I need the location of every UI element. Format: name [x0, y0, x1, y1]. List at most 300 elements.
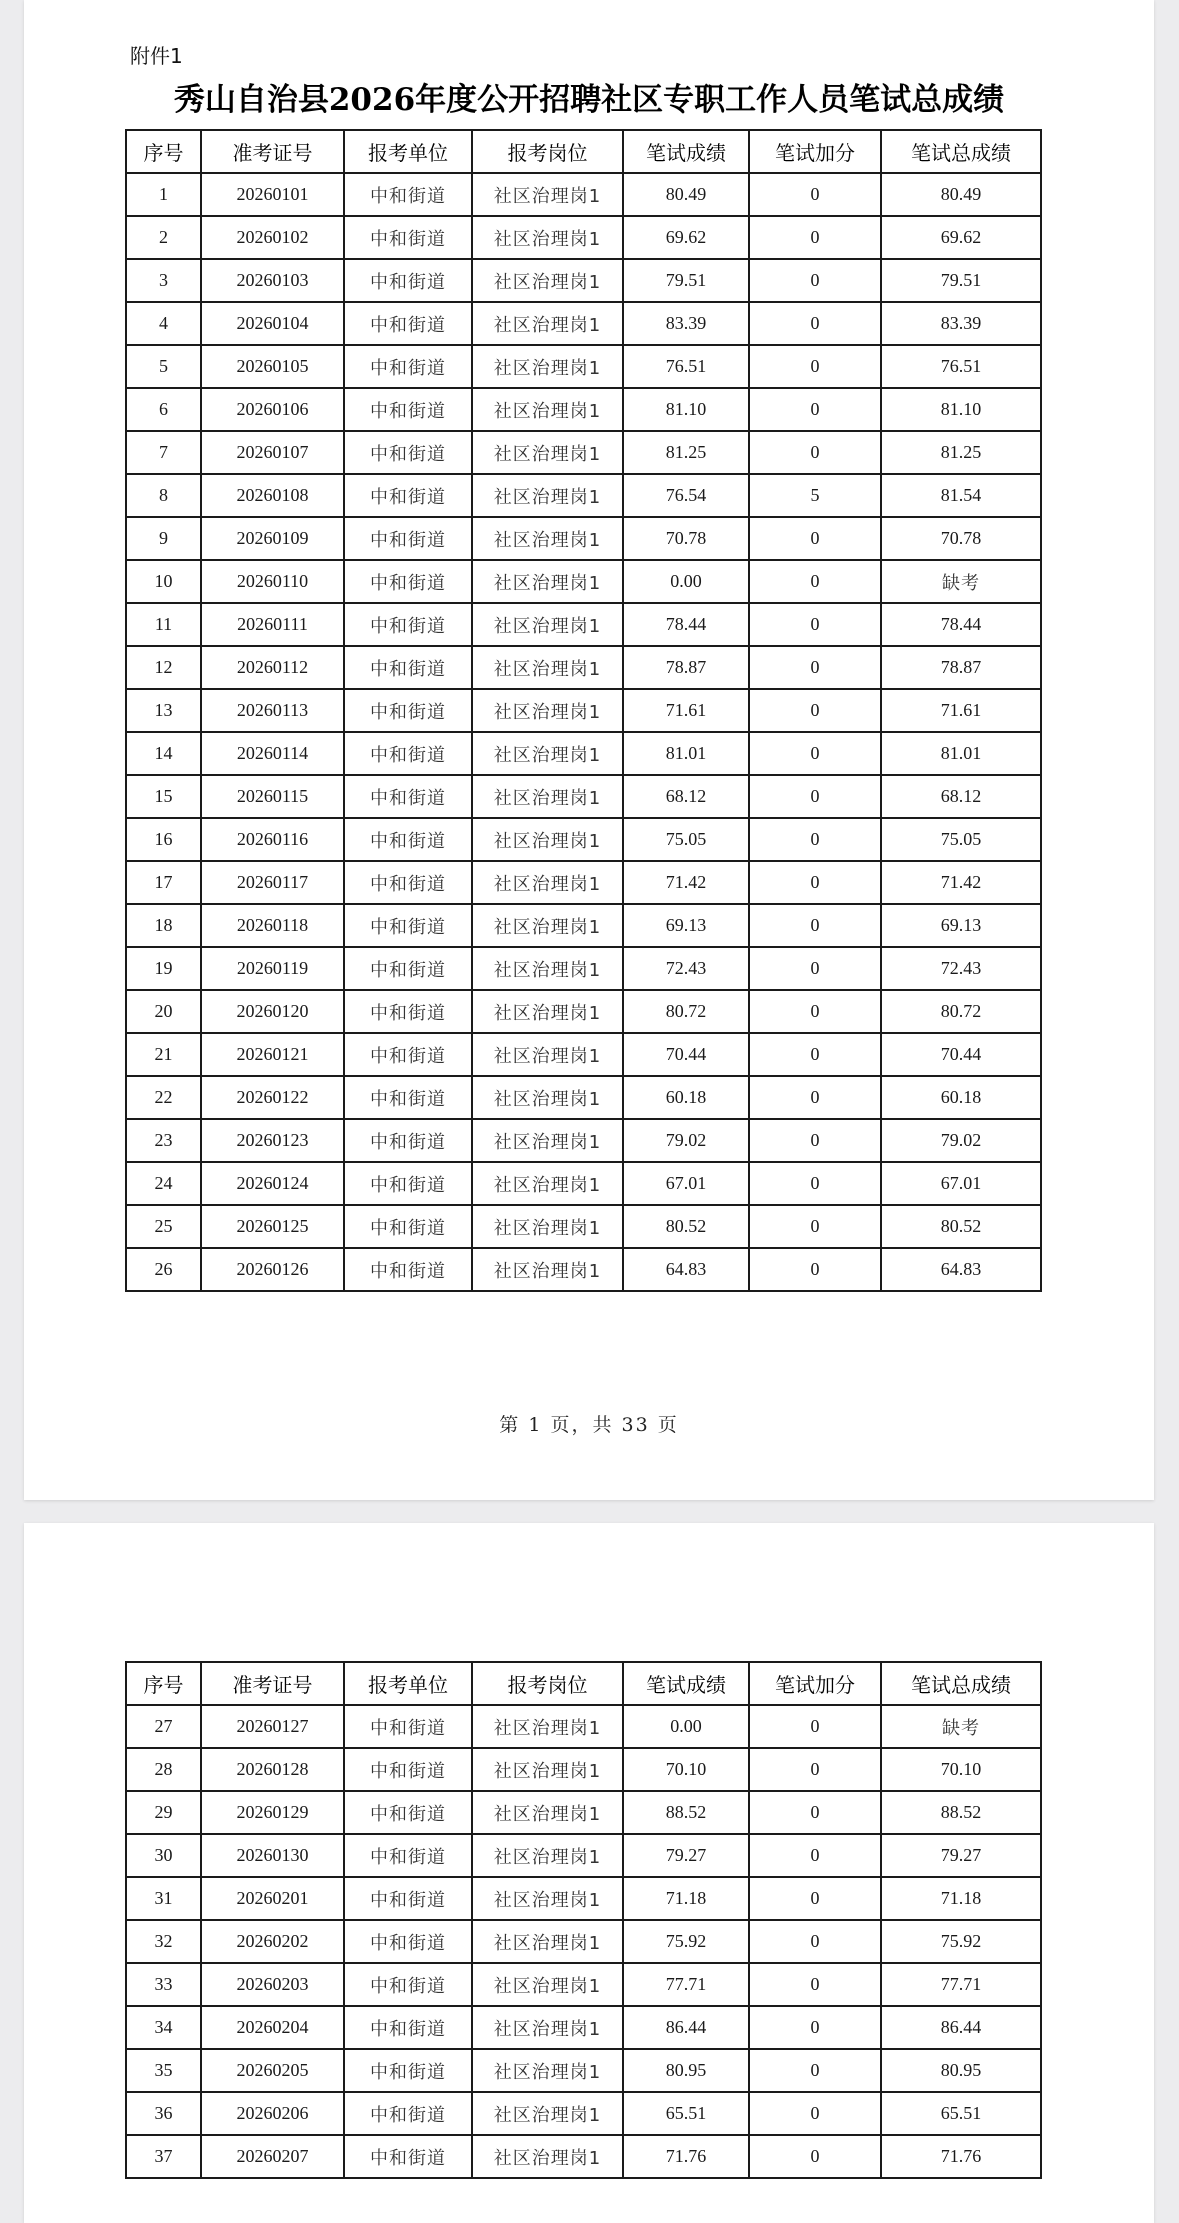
- cell-total-score: 68.12: [881, 775, 1041, 818]
- cell-position: 社区治理岗1: [472, 173, 623, 216]
- cell-seq: 30: [126, 1834, 201, 1877]
- cell-bonus: 0: [749, 1076, 881, 1119]
- cell-total-score: 75.05: [881, 818, 1041, 861]
- cell-written-score: 75.05: [623, 818, 749, 861]
- cell-bonus: 0: [749, 904, 881, 947]
- cell-exam-id: 20260104: [201, 302, 344, 345]
- cell-total-score: 71.61: [881, 689, 1041, 732]
- cell-exam-id: 20260119: [201, 947, 344, 990]
- cell-total-score: 64.83: [881, 1248, 1041, 1291]
- cell-position: 社区治理岗1: [472, 1248, 623, 1291]
- cell-position: 社区治理岗1: [472, 1076, 623, 1119]
- cell-seq: 11: [126, 603, 201, 646]
- cell-position: 社区治理岗1: [472, 388, 623, 431]
- cell-total-score: 79.27: [881, 1834, 1041, 1877]
- cell-seq: 22: [126, 1076, 201, 1119]
- header-cell: 序号: [126, 1662, 201, 1705]
- cell-written-score: 75.92: [623, 1920, 749, 1963]
- cell-written-score: 80.49: [623, 173, 749, 216]
- cell-unit: 中和街道: [344, 990, 472, 1033]
- header-cell: 报考岗位: [472, 130, 623, 173]
- cell-bonus: 0: [749, 1791, 881, 1834]
- cell-bonus: 0: [749, 2135, 881, 2178]
- cell-bonus: 0: [749, 1748, 881, 1791]
- table-body: [126, 173, 1041, 1291]
- cell-bonus: 0: [749, 2006, 881, 2049]
- cell-exam-id: 20260116: [201, 818, 344, 861]
- table-row: [126, 2135, 1041, 2178]
- cell-seq: 10: [126, 560, 201, 603]
- cell-exam-id: 20260108: [201, 474, 344, 517]
- table-row: [126, 173, 1041, 216]
- cell-bonus: 0: [749, 560, 881, 603]
- table-row: [126, 646, 1041, 689]
- cell-total-score: 80.72: [881, 990, 1041, 1033]
- cell-total-score: 69.13: [881, 904, 1041, 947]
- cell-exam-id: 20260106: [201, 388, 344, 431]
- cell-seq: 34: [126, 2006, 201, 2049]
- table-row: [126, 1076, 1041, 1119]
- cell-position: 社区治理岗1: [472, 1162, 623, 1205]
- table-row: [126, 517, 1041, 560]
- cell-unit: 中和街道: [344, 1162, 472, 1205]
- cell-unit: 中和街道: [344, 1963, 472, 2006]
- cell-position: 社区治理岗1: [472, 302, 623, 345]
- cell-position: 社区治理岗1: [472, 259, 623, 302]
- cell-bonus: 0: [749, 1119, 881, 1162]
- cell-total-score: 78.44: [881, 603, 1041, 646]
- cell-unit: 中和街道: [344, 1920, 472, 1963]
- cell-exam-id: 20260113: [201, 689, 344, 732]
- cell-written-score: 70.44: [623, 1033, 749, 1076]
- header-cell: 笔试成绩: [623, 130, 749, 173]
- cell-exam-id: 20260121: [201, 1033, 344, 1076]
- cell-position: 社区治理岗1: [472, 1963, 623, 2006]
- cell-written-score: 70.78: [623, 517, 749, 560]
- cell-unit: 中和街道: [344, 818, 472, 861]
- cell-seq: 7: [126, 431, 201, 474]
- cell-written-score: 79.51: [623, 259, 749, 302]
- cell-unit: 中和街道: [344, 1791, 472, 1834]
- table-row: [126, 1248, 1041, 1291]
- table-row: [126, 990, 1041, 1033]
- cell-position: 社区治理岗1: [472, 431, 623, 474]
- cell-total-score: 缺考: [881, 1705, 1041, 1748]
- cell-bonus: 0: [749, 2092, 881, 2135]
- cell-unit: 中和街道: [344, 431, 472, 474]
- cell-unit: 中和街道: [344, 861, 472, 904]
- cell-seq: 20: [126, 990, 201, 1033]
- cell-bonus: 0: [749, 302, 881, 345]
- cell-unit: 中和街道: [344, 302, 472, 345]
- cell-total-score: 81.10: [881, 388, 1041, 431]
- cell-seq: 6: [126, 388, 201, 431]
- cell-unit: 中和街道: [344, 517, 472, 560]
- cell-unit: 中和街道: [344, 2092, 472, 2135]
- cell-total-score: 72.43: [881, 947, 1041, 990]
- document-page-2: [24, 1523, 1154, 2223]
- cell-total-score: 79.02: [881, 1119, 1041, 1162]
- document-title: 秀山自治县2026年度公开招聘社区专职工作人员笔试总成绩: [173, 82, 1005, 118]
- cell-written-score: 71.18: [623, 1877, 749, 1920]
- cell-seq: 17: [126, 861, 201, 904]
- cell-seq: 8: [126, 474, 201, 517]
- cell-position: 社区治理岗1: [472, 646, 623, 689]
- cell-total-score: 78.87: [881, 646, 1041, 689]
- cell-seq: 31: [126, 1877, 201, 1920]
- cell-written-score: 83.39: [623, 302, 749, 345]
- cell-unit: 中和街道: [344, 2049, 472, 2092]
- cell-written-score: 0.00: [623, 560, 749, 603]
- header-cell: 报考岗位: [472, 1662, 623, 1705]
- cell-position: 社区治理岗1: [472, 2092, 623, 2135]
- cell-seq: 21: [126, 1033, 201, 1076]
- cell-seq: 1: [126, 173, 201, 216]
- cell-exam-id: 20260110: [201, 560, 344, 603]
- cell-total-score: 70.44: [881, 1033, 1041, 1076]
- cell-written-score: 79.02: [623, 1119, 749, 1162]
- table-row: [126, 861, 1041, 904]
- cell-written-score: 79.27: [623, 1834, 749, 1877]
- table-body: [126, 1705, 1041, 2178]
- cell-position: 社区治理岗1: [472, 775, 623, 818]
- cell-unit: 中和街道: [344, 775, 472, 818]
- scores-table-page-1: [125, 129, 1042, 1292]
- table-row: [126, 431, 1041, 474]
- table-row: [126, 1119, 1041, 1162]
- cell-total-score: 71.76: [881, 2135, 1041, 2178]
- cell-exam-id: 20260107: [201, 431, 344, 474]
- table-row: [126, 302, 1041, 345]
- cell-exam-id: 20260207: [201, 2135, 344, 2178]
- cell-total-score: 65.51: [881, 2092, 1041, 2135]
- cell-bonus: 0: [749, 2049, 881, 2092]
- cell-bonus: 0: [749, 1705, 881, 1748]
- table-row: [126, 1963, 1041, 2006]
- cell-written-score: 70.10: [623, 1748, 749, 1791]
- table-row: [126, 388, 1041, 431]
- cell-seq: 24: [126, 1162, 201, 1205]
- table-row: [126, 560, 1041, 603]
- cell-exam-id: 20260204: [201, 2006, 344, 2049]
- cell-exam-id: 20260206: [201, 2092, 344, 2135]
- cell-written-score: 76.51: [623, 345, 749, 388]
- cell-bonus: 0: [749, 818, 881, 861]
- header-cell: 笔试加分: [749, 130, 881, 173]
- cell-total-score: 80.49: [881, 173, 1041, 216]
- cell-total-score: 71.18: [881, 1877, 1041, 1920]
- cell-total-score: 83.39: [881, 302, 1041, 345]
- table-row: [126, 1033, 1041, 1076]
- cell-exam-id: 20260109: [201, 517, 344, 560]
- cell-exam-id: 20260126: [201, 1248, 344, 1291]
- cell-total-score: 76.51: [881, 345, 1041, 388]
- table-row: [126, 1877, 1041, 1920]
- cell-total-score: 81.01: [881, 732, 1041, 775]
- table-row: [126, 259, 1041, 302]
- cell-seq: 25: [126, 1205, 201, 1248]
- cell-unit: 中和街道: [344, 1877, 472, 1920]
- cell-unit: 中和街道: [344, 1119, 472, 1162]
- cell-bonus: 0: [749, 732, 881, 775]
- cell-bonus: 0: [749, 1205, 881, 1248]
- cell-exam-id: 20260201: [201, 1877, 344, 1920]
- cell-position: 社区治理岗1: [472, 603, 623, 646]
- table-row: [126, 474, 1041, 517]
- cell-total-score: 80.52: [881, 1205, 1041, 1248]
- cell-written-score: 86.44: [623, 2006, 749, 2049]
- cell-written-score: 64.83: [623, 1248, 749, 1291]
- cell-written-score: 65.51: [623, 2092, 749, 2135]
- cell-seq: 33: [126, 1963, 201, 2006]
- table-row: [126, 1748, 1041, 1791]
- cell-exam-id: 20260120: [201, 990, 344, 1033]
- header-cell: 笔试总成绩: [881, 1662, 1041, 1705]
- cell-written-score: 60.18: [623, 1076, 749, 1119]
- cell-unit: 中和街道: [344, 689, 472, 732]
- cell-position: 社区治理岗1: [472, 732, 623, 775]
- table-row: [126, 1920, 1041, 1963]
- cell-position: 社区治理岗1: [472, 1834, 623, 1877]
- table-row: [126, 2049, 1041, 2092]
- table-row: [126, 2092, 1041, 2135]
- cell-seq: 19: [126, 947, 201, 990]
- cell-seq: 28: [126, 1748, 201, 1791]
- cell-written-score: 68.12: [623, 775, 749, 818]
- cell-position: 社区治理岗1: [472, 345, 623, 388]
- cell-bonus: 0: [749, 1248, 881, 1291]
- cell-seq: 13: [126, 689, 201, 732]
- cell-unit: 中和街道: [344, 1033, 472, 1076]
- cell-exam-id: 20260122: [201, 1076, 344, 1119]
- cell-total-score: 88.52: [881, 1791, 1041, 1834]
- cell-written-score: 81.25: [623, 431, 749, 474]
- cell-written-score: 78.87: [623, 646, 749, 689]
- cell-position: 社区治理岗1: [472, 1033, 623, 1076]
- header-cell: 序号: [126, 130, 201, 173]
- scores-table-page-2: [125, 1661, 1042, 2179]
- cell-exam-id: 20260205: [201, 2049, 344, 2092]
- cell-bonus: 0: [749, 1834, 881, 1877]
- cell-seq: 16: [126, 818, 201, 861]
- cell-position: 社区治理岗1: [472, 560, 623, 603]
- attachment-label: 附件1: [130, 44, 183, 68]
- cell-written-score: 80.52: [623, 1205, 749, 1248]
- cell-exam-id: 20260103: [201, 259, 344, 302]
- cell-unit: 中和街道: [344, 603, 472, 646]
- cell-unit: 中和街道: [344, 560, 472, 603]
- cell-unit: 中和街道: [344, 646, 472, 689]
- cell-written-score: 76.54: [623, 474, 749, 517]
- cell-seq: 15: [126, 775, 201, 818]
- table-row: [126, 345, 1041, 388]
- cell-seq: 2: [126, 216, 201, 259]
- header-cell: 准考证号: [201, 1662, 344, 1705]
- cell-seq: 9: [126, 517, 201, 560]
- cell-written-score: 81.10: [623, 388, 749, 431]
- cell-written-score: 72.43: [623, 947, 749, 990]
- cell-exam-id: 20260129: [201, 1791, 344, 1834]
- cell-position: 社区治理岗1: [472, 990, 623, 1033]
- cell-bonus: 0: [749, 603, 881, 646]
- cell-bonus: 0: [749, 216, 881, 259]
- cell-position: 社区治理岗1: [472, 2049, 623, 2092]
- cell-total-score: 86.44: [881, 2006, 1041, 2049]
- cell-unit: 中和街道: [344, 1705, 472, 1748]
- cell-bonus: 0: [749, 861, 881, 904]
- cell-bonus: 0: [749, 990, 881, 1033]
- table-row: [126, 818, 1041, 861]
- cell-written-score: 80.72: [623, 990, 749, 1033]
- cell-unit: 中和街道: [344, 388, 472, 431]
- cell-unit: 中和街道: [344, 947, 472, 990]
- cell-bonus: 0: [749, 345, 881, 388]
- cell-written-score: 71.61: [623, 689, 749, 732]
- cell-total-score: 60.18: [881, 1076, 1041, 1119]
- cell-seq: 23: [126, 1119, 201, 1162]
- cell-exam-id: 20260111: [201, 603, 344, 646]
- cell-unit: 中和街道: [344, 904, 472, 947]
- cell-unit: 中和街道: [344, 1834, 472, 1877]
- cell-exam-id: 20260112: [201, 646, 344, 689]
- cell-seq: 14: [126, 732, 201, 775]
- cell-position: 社区治理岗1: [472, 861, 623, 904]
- cell-total-score: 79.51: [881, 259, 1041, 302]
- cell-exam-id: 20260125: [201, 1205, 344, 1248]
- header-cell: 报考单位: [344, 130, 472, 173]
- cell-position: 社区治理岗1: [472, 1877, 623, 1920]
- cell-total-score: 70.78: [881, 517, 1041, 560]
- cell-total-score: 77.71: [881, 1963, 1041, 2006]
- header-cell: 报考单位: [344, 1662, 472, 1705]
- cell-position: 社区治理岗1: [472, 517, 623, 560]
- cell-bonus: 0: [749, 1877, 881, 1920]
- header-cell: 笔试加分: [749, 1662, 881, 1705]
- table-row: [126, 904, 1041, 947]
- cell-exam-id: 20260127: [201, 1705, 344, 1748]
- cell-written-score: 71.42: [623, 861, 749, 904]
- table-row: [126, 775, 1041, 818]
- cell-seq: 27: [126, 1705, 201, 1748]
- cell-bonus: 0: [749, 173, 881, 216]
- cell-position: 社区治理岗1: [472, 947, 623, 990]
- table-row: [126, 1162, 1041, 1205]
- cell-bonus: 0: [749, 1920, 881, 1963]
- table-row: [126, 216, 1041, 259]
- header-cell: 笔试总成绩: [881, 130, 1041, 173]
- cell-written-score: 80.95: [623, 2049, 749, 2092]
- cell-position: 社区治理岗1: [472, 904, 623, 947]
- cell-total-score: 67.01: [881, 1162, 1041, 1205]
- cell-total-score: 81.25: [881, 431, 1041, 474]
- cell-seq: 29: [126, 1791, 201, 1834]
- cell-seq: 26: [126, 1248, 201, 1291]
- header-cell: 准考证号: [201, 130, 344, 173]
- cell-unit: 中和街道: [344, 1748, 472, 1791]
- cell-bonus: 0: [749, 1033, 881, 1076]
- table-row: [126, 2006, 1041, 2049]
- cell-exam-id: 20260123: [201, 1119, 344, 1162]
- table-row: [126, 1705, 1041, 1748]
- cell-written-score: 67.01: [623, 1162, 749, 1205]
- cell-unit: 中和街道: [344, 2006, 472, 2049]
- cell-total-score: 71.42: [881, 861, 1041, 904]
- cell-unit: 中和街道: [344, 1076, 472, 1119]
- cell-position: 社区治理岗1: [472, 474, 623, 517]
- cell-written-score: 78.44: [623, 603, 749, 646]
- cell-seq: 12: [126, 646, 201, 689]
- cell-exam-id: 20260202: [201, 1920, 344, 1963]
- cell-total-score: 75.92: [881, 1920, 1041, 1963]
- cell-unit: 中和街道: [344, 2135, 472, 2178]
- cell-exam-id: 20260203: [201, 1963, 344, 2006]
- cell-exam-id: 20260117: [201, 861, 344, 904]
- table-header-row: [126, 1662, 1041, 1705]
- cell-position: 社区治理岗1: [472, 1705, 623, 1748]
- table-row: [126, 1205, 1041, 1248]
- cell-bonus: 0: [749, 517, 881, 560]
- cell-written-score: 88.52: [623, 1791, 749, 1834]
- cell-bonus: 0: [749, 388, 881, 431]
- cell-seq: 18: [126, 904, 201, 947]
- cell-seq: 32: [126, 1920, 201, 1963]
- cell-bonus: 0: [749, 259, 881, 302]
- cell-written-score: 81.01: [623, 732, 749, 775]
- table-row: [126, 689, 1041, 732]
- cell-bonus: 0: [749, 431, 881, 474]
- cell-unit: 中和街道: [344, 1248, 472, 1291]
- cell-unit: 中和街道: [344, 732, 472, 775]
- cell-exam-id: 20260114: [201, 732, 344, 775]
- cell-bonus: 0: [749, 1963, 881, 2006]
- cell-exam-id: 20260128: [201, 1748, 344, 1791]
- cell-position: 社区治理岗1: [472, 1205, 623, 1248]
- page-footer: 第 1 页，共 33 页: [499, 1414, 679, 1436]
- document-page-1: [24, 0, 1154, 1500]
- cell-written-score: 69.13: [623, 904, 749, 947]
- cell-seq: 4: [126, 302, 201, 345]
- cell-seq: 3: [126, 259, 201, 302]
- cell-unit: 中和街道: [344, 259, 472, 302]
- cell-bonus: 5: [749, 474, 881, 517]
- table-row: [126, 603, 1041, 646]
- cell-position: 社区治理岗1: [472, 2135, 623, 2178]
- cell-position: 社区治理岗1: [472, 818, 623, 861]
- cell-written-score: 77.71: [623, 1963, 749, 2006]
- cell-bonus: 0: [749, 775, 881, 818]
- cell-position: 社区治理岗1: [472, 1920, 623, 1963]
- cell-seq: 37: [126, 2135, 201, 2178]
- cell-exam-id: 20260124: [201, 1162, 344, 1205]
- table-row: [126, 732, 1041, 775]
- cell-position: 社区治理岗1: [472, 1119, 623, 1162]
- table-row: [126, 947, 1041, 990]
- cell-exam-id: 20260105: [201, 345, 344, 388]
- cell-seq: 35: [126, 2049, 201, 2092]
- cell-total-score: 81.54: [881, 474, 1041, 517]
- cell-unit: 中和街道: [344, 173, 472, 216]
- cell-unit: 中和街道: [344, 345, 472, 388]
- cell-written-score: 69.62: [623, 216, 749, 259]
- cell-seq: 36: [126, 2092, 201, 2135]
- cell-bonus: 0: [749, 646, 881, 689]
- table-header-row: [126, 130, 1041, 173]
- table-row: [126, 1834, 1041, 1877]
- cell-written-score: 0.00: [623, 1705, 749, 1748]
- cell-bonus: 0: [749, 1162, 881, 1205]
- table-row: [126, 1791, 1041, 1834]
- cell-written-score: 71.76: [623, 2135, 749, 2178]
